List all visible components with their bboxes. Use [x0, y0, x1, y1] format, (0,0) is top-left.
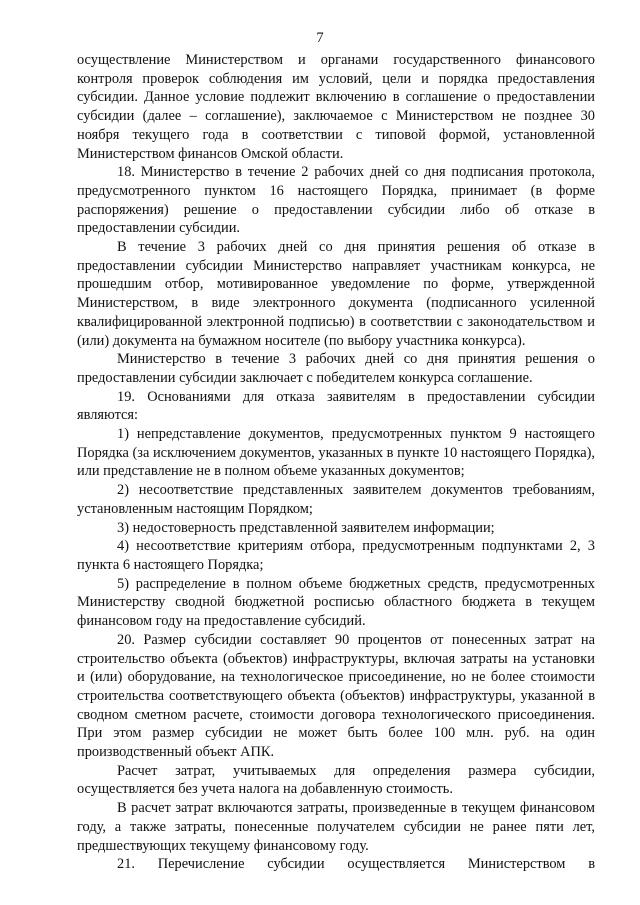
paragraph-intro-continuation: осуществление Министерством и органами государственного финансового контроля проверок соблюдения им условий, цели и порядка предоставления субсидии. Данное условие подлежит включению в соглашение о предоставлении субсидии (далее – соглашение), заключаемое с Министерством не позднее 30 ноября текущего года в соответствии с типовой формой, установленной Министерством финансов Омской области. [77, 52, 595, 162]
list-item-19-1: 1) непредставление документов, предусмотренных пунктом 9 настоящего Порядка (за исключением документов, указанных в пункте 10 настоящего Порядка), или представление не в полном объеме указанных документов; [77, 426, 595, 480]
list-item-19-4: 4) несоответствие критериям отбора, предусмотренным подпунктами 2, 3 пункта 6 настоящего Порядка; [77, 538, 595, 573]
page-number: 7 [316, 30, 324, 46]
paragraph-20: 20. Размер субсидии составляет 90 процентов от понесенных затрат на строительство объекта (объектов) инфраструктуры, включая затраты на установки и (или) оборудование, на технологическое присоединение, но не более стоимости строительства соответствующего объекта (объектов) инфраструктуры, указанной в сводном сметном расчете, стоимости договора технологического присоединения. При этом размер субсидии не может быть более 100 млн. руб. на один производственный объект АПК. [77, 631, 595, 761]
paragraph-cost-inclusion: В расчет затрат включаются затраты, произведенные в текущем финансовом году, а также затраты, понесенные получателем субсидии не ранее пяти лет, предшествующих текущему финансовому году. [77, 800, 595, 854]
paragraph-cost-calculation: Расчет затрат, учитываемых для определения размера субсидии, осуществляется без учета налога на добавленную стоимость. [77, 762, 595, 798]
list-item-19-5: 5) распределение в полном объеме бюджетных средств, предусмотренных Министерству сводной бюджетной росписью областного бюджета в текущем финансовом году на предоставление субсидий. [77, 575, 595, 630]
document-body [77, 51, 595, 874]
paragraph-agreement: Министерство в течение 3 рабочих дней со дня принятия решения о предоставлении субсидии заключает с победителем конкурса соглашение. [77, 351, 595, 386]
paragraph-18: 18. Министерство в течение 2 рабочих дней со дня подписания протокола, предусмотренного пунктом 16 настоящего Порядка, принимает (в форме распоряжения) решение о предоставлении субсидии либо об отказе в предоставлении субсидии. [77, 164, 595, 237]
paragraph-19: 19. Основаниями для отказа заявителям в предоставлении субсидии являются: [77, 388, 595, 424]
paragraph-21: 21. Перечисление субсидии осуществляется Министерством в [117, 856, 595, 873]
list-item-19-3: 3) недостоверность представленной заявителем информации; [117, 519, 495, 536]
list-item-19-2: 2) несоответствие представленных заявителем документов требованиям, установленным настоящим Порядком; [77, 482, 595, 517]
paragraph-refusal-notice: В течение 3 рабочих дней со дня принятия решения об отказе в предоставлении субсидии Министерство направляет участникам конкурса, не прошедшим отбор, мотивированное уведомление по форме, утвержденной Министерством, в виде электронного документа (подписанного усиленной квалифицированной электронной подписью) в соответствии с законодательством и (или) документа на бумажном носителе (по выбору участника конкурса). [77, 239, 595, 349]
